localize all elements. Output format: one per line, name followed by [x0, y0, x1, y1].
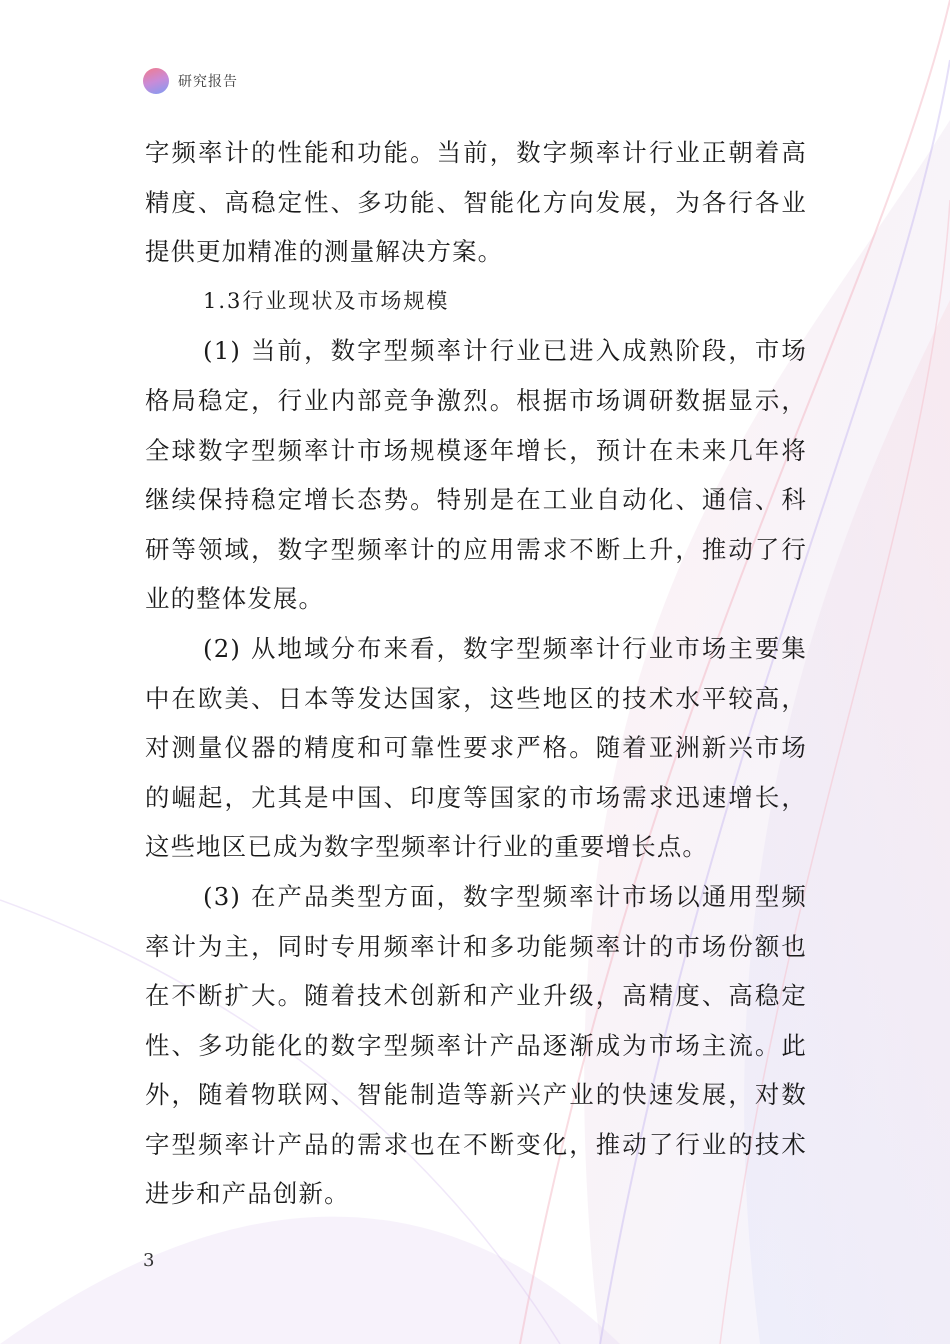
- logo-icon: [143, 68, 169, 94]
- paragraph-1: (1) 当前，数字型频率计行业已进入成熟阶段，市场格局稳定，行业内部竞争激烈。根据市场调研数据显示，全球数字型频率计市场规模逐年增长，预计在未来几年将继续保持稳定增长态势。特别是在工业自动化、通信、科研等领域，数字型频率计的应用需求不断上升，推动了行业的整体发展。: [145, 336, 807, 614]
- header-title: 研究报告: [178, 74, 238, 90]
- section-heading: 1.3行业现状及市场规模: [203, 288, 450, 313]
- paragraph-2: (2) 从地域分布来看，数字型频率计行业市场主要集中在欧美、日本等发达国家，这些地区的技术水平较高，对测量仪器的精度和可靠性要求严格。随着亚洲新兴市场的崛起，尤其是中国、印度等国家的市场需求迅速增长，这些地区已成为数字型频率计行业的重要增长点。: [145, 633, 807, 862]
- paragraph-continued: 字频率计的性能和功能。当前，数字频率计行业正朝着高精度、高稳定性、多功能、智能化方向发展，为各行各业提供更加精准的测量解决方案。: [145, 138, 807, 267]
- paragraph-3: (3) 在产品类型方面，数字型频率计市场以通用型频率计为主，同时专用频率计和多功能频率计的市场份额也在不断扩大。随着技术创新和产业升级，高精度、高稳定性、多功能化的数字型频率计产品逐渐成为市场主流。此外，随着物联网、智能制造等新兴产业的快速发展，对数字型频率计产品的需求也在不断变化，推动了行业的技术进步和产品创新。: [145, 881, 807, 1209]
- report-header: [143, 66, 238, 96]
- page-number: 3: [143, 1250, 155, 1271]
- main-content: [145, 128, 807, 1219]
